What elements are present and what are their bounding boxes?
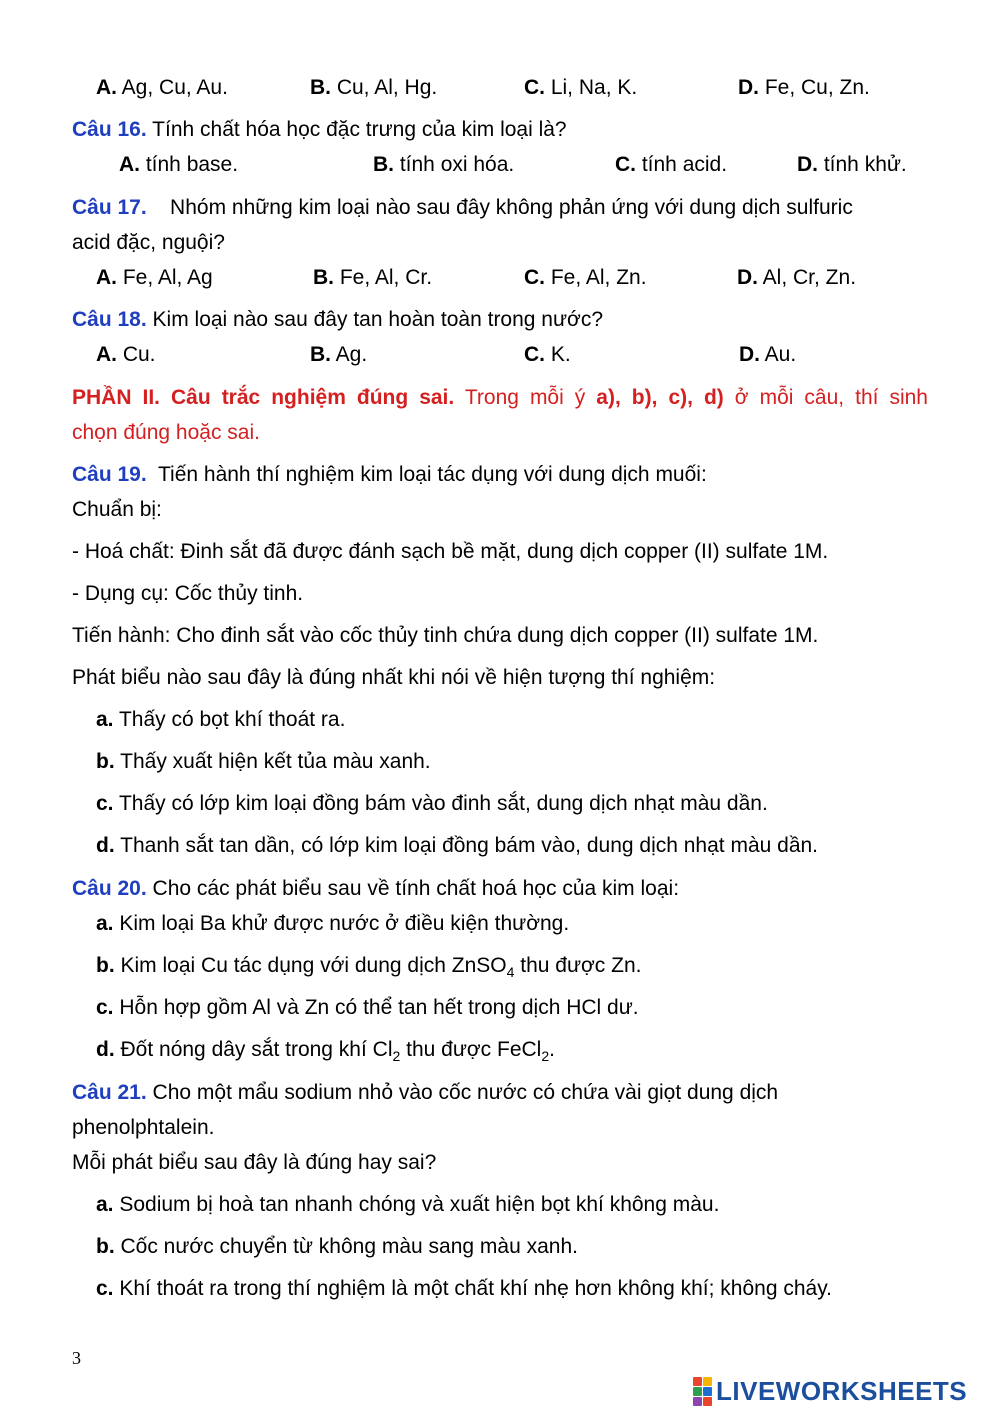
q21-ask: Mỗi phát biểu sau đây là đúng hay sai? xyxy=(72,1151,437,1174)
q16-label: Câu 16. xyxy=(72,118,147,141)
q20-label: Câu 20. xyxy=(72,877,147,900)
page-number: 3 xyxy=(72,1348,81,1368)
q16-option-d: D. tính khử. xyxy=(797,153,907,176)
q21-label: Câu 21. xyxy=(72,1081,147,1104)
q16-option-b: B. tính oxi hóa. xyxy=(373,153,515,176)
q19-prep: Chuẩn bị: xyxy=(72,498,162,521)
q17-label: Câu 17. xyxy=(72,196,147,219)
q20-statement-c: c. Hỗn hợp gồm Al và Zn có thể tan hết trong dịch HCl dư. xyxy=(96,996,639,1019)
q18-option-d: D. Au. xyxy=(739,343,797,366)
q20-statement-b: b. Kim loại Cu tác dụng với dung dịch ZnSO$_4$ thu được Zn. xyxy=(96,954,642,981)
q19-ask: Phát biểu nào sau đây là đúng nhất khi nói về hiện tượng thí nghiệm: xyxy=(72,666,716,689)
q21-stem-line2: phenolphtalein. xyxy=(72,1116,215,1139)
q18-stem: Câu 18. Kim loại nào sau đây tan hoàn toàn trong nước? xyxy=(72,308,603,331)
q18-option-a: A. Cu. xyxy=(96,343,156,366)
q19-chemicals: - Hoá chất: Đinh sắt đã được đánh sạch bề mặt, dung dịch copper (II) sulfate 1M. xyxy=(72,540,829,563)
q19-statement-d: d. Thanh sắt tan dần, có lớp kim loại đồng bám vào, dung dịch nhạt màu dần. xyxy=(96,834,819,857)
part2-heading-line2: chọn đúng hoặc sai. xyxy=(72,421,260,444)
q20-statement-d: d. Đốt nóng dây sắt trong khí $Cl_2$ thu được FeCl$_2$. xyxy=(96,1038,555,1065)
brand-text: LIVEWORKSHEETS xyxy=(716,1375,968,1406)
q16-option-c: C. tính acid. xyxy=(615,153,728,176)
q19-tools: - Dụng cụ: Cốc thủy tinh. xyxy=(72,582,304,605)
q19-statement-a: a. Thấy có bọt khí thoát ra. xyxy=(96,708,346,731)
q19-statement-c: c. Thấy có lớp kim loại đồng bám vào đinh sắt, dung dịch nhạt màu dần. xyxy=(96,792,768,815)
q19-label: Câu 19. xyxy=(72,463,147,486)
part2-title: PHẦN II. Câu trắc nghiệm đúng sai. xyxy=(72,386,455,409)
liveworksheets-logo xyxy=(693,1376,967,1406)
q19-procedure: Tiến hành: Cho đinh sắt vào cốc thủy tinh chứa dung dịch copper (II) sulfate 1M. xyxy=(72,624,819,647)
q15-option-d: D. Fe, Cu, Zn. xyxy=(738,76,870,99)
q20-statement-a: a. Kim loại Ba khử được nước ở điều kiện thường. xyxy=(96,912,570,935)
q19-stem: Câu 19. Tiến hành thí nghiệm kim loại tác dụng với dung dịch muối: xyxy=(72,463,707,486)
q18-option-c: C. K. xyxy=(524,343,571,366)
q15-option-a: A. Ag, Cu, Au. xyxy=(96,76,228,99)
q17-stem: Câu 17. Nhóm những kim loại nào sau đây không phản ứng với dung dịch sulfuric xyxy=(72,196,853,219)
q16-stem: Câu 16. Tính chất hóa học đặc trưng của kim loại là? xyxy=(72,118,567,141)
q21-statement-b: b. Cốc nước chuyển từ không màu sang màu xanh. xyxy=(96,1235,578,1258)
q16-option-a: A. tính base. xyxy=(119,153,239,176)
q18-option-b: B. Ag. xyxy=(310,343,368,366)
q20-stem: Câu 20. Cho các phát biểu sau về tính chất hoá học của kim loại: xyxy=(72,877,680,900)
q21-statement-a: a. Sodium bị hoà tan nhanh chóng và xuất hiện bọt khí không màu. xyxy=(96,1193,720,1216)
q17-option-d: D. Al, Cr, Zn. xyxy=(737,266,857,289)
q15-option-b: B. Cu, Al, Hg. xyxy=(310,76,438,99)
part2-heading: PHẦN II. Câu trắc nghiệm đúng sai. Trong mỗi ý a), b), c), d) ở mỗi câu, thí sinh xyxy=(72,386,928,409)
q19-statement-b: b. Thấy xuất hiện kết tủa màu xanh. xyxy=(96,750,431,773)
q15-option-c: C. Li, Na, K. xyxy=(524,76,638,99)
q18-label: Câu 18. xyxy=(72,308,147,331)
q17-option-c: C. Fe, Al, Zn. xyxy=(524,266,647,289)
liveworksheets-logo-icon xyxy=(693,1377,712,1406)
q17-option-a: A. Fe, Al, Ag xyxy=(96,266,213,289)
q21-statement-c: c. Khí thoát ra trong thí nghiệm là một chất khí nhẹ hơn không khí; không cháy. xyxy=(96,1277,832,1300)
q17-option-b: B. Fe, Al, Cr. xyxy=(313,266,433,289)
q17-stem-line2: acid đặc, nguội? xyxy=(72,231,225,254)
q21-stem: Câu 21. Cho một mẩu sodium nhỏ vào cốc nước có chứa vài giọt dung dịch xyxy=(72,1081,779,1104)
